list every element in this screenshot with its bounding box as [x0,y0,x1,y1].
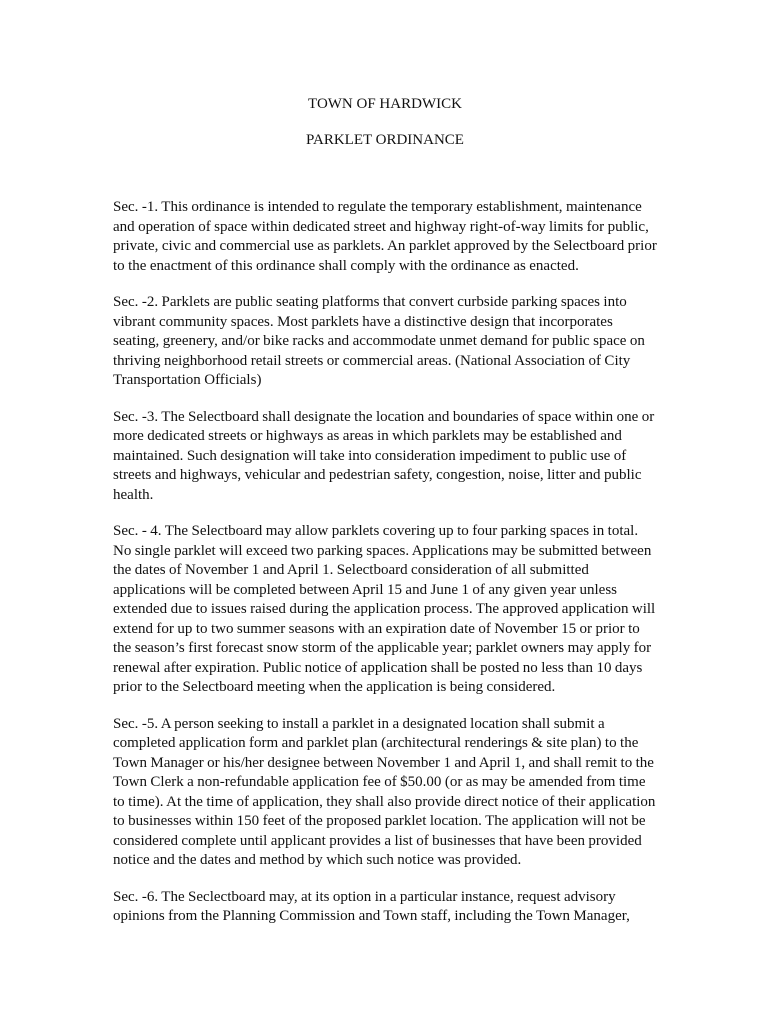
document-subtitle: PARKLET ORDINANCE [306,132,464,148]
section-1: Sec. -1. This ordinance is intended to regulate the temporary establishment, maintenance and operation of space within dedicated street and highway right-of-way limits for public, private, civic and commercial use as parklets. An parklet approved by the Selectboard prior to the enactment of this ordinance shall comply with the ordinance as enacted. [113,199,657,274]
document-title: TOWN OF HARDWICK [308,96,462,112]
section-6: Sec. -6. The Seclectboard may, at its option in a particular instance, request advisory opinions from the Planning Commission and Town staff, including the Town Manager, [113,888,630,924]
section-2: Sec. -2. Parklets are public seating platforms that convert curbside parking spaces into vibrant community spaces. Most parklets have a distinctive design that incorporates seating, greenery, and/or bike racks and accommodate unmet demand for public space on thriving neighborhood retail streets or commercial areas. (National Association of City Transportation Officials) [113,294,645,388]
section-5: Sec. -5. A person seeking to install a parklet in a designated location shall submit a completed application form and parklet plan (architectural renderings & site plan) to the Town Manager or his/her designee between November 1 and April 1, and shall remit to the Town Clerk a non-refundable application fee of $50.00 (or as may be amended from time to time). At the time of application, they shall also provide direct notice of their application to businesses within 150 feet of the proposed parklet location. The application will not be considered complete until applicant provides a list of businesses that have been provided notice and the dates and method by which such notice was provided. [113,715,656,868]
section-3: Sec. -3. The Selectboard shall designate the location and boundaries of space within one or more dedicated streets or highways as areas in which parklets may be established and maintained. Such designation will take into consideration impediment to public use of streets and highways, vehicular and pedestrian safety, congestion, noise, litter and public health. [113,408,655,503]
section-4: Sec. - 4. The Selectboard may allow parklets covering up to four parking spaces in total. No single parklet will exceed two parking spaces. Applications may be submitted between the dates of November 1 and April 1. Selectboard consideration of all submitted applications will be completed between April 15 and June 1 of any given year unless extended due to issues raised during the application process. The approved application will extend for up to two summer seasons with an expiration date of November 15 or prior to the season’s first forecast snow storm of the applicable year; parklet owners may apply for renewal after expiration. Public notice of application shall be posted no less than 10 days prior to the Selectboard meeting when the application is being considered. [113,523,656,695]
ordinance-body [113,198,658,944]
